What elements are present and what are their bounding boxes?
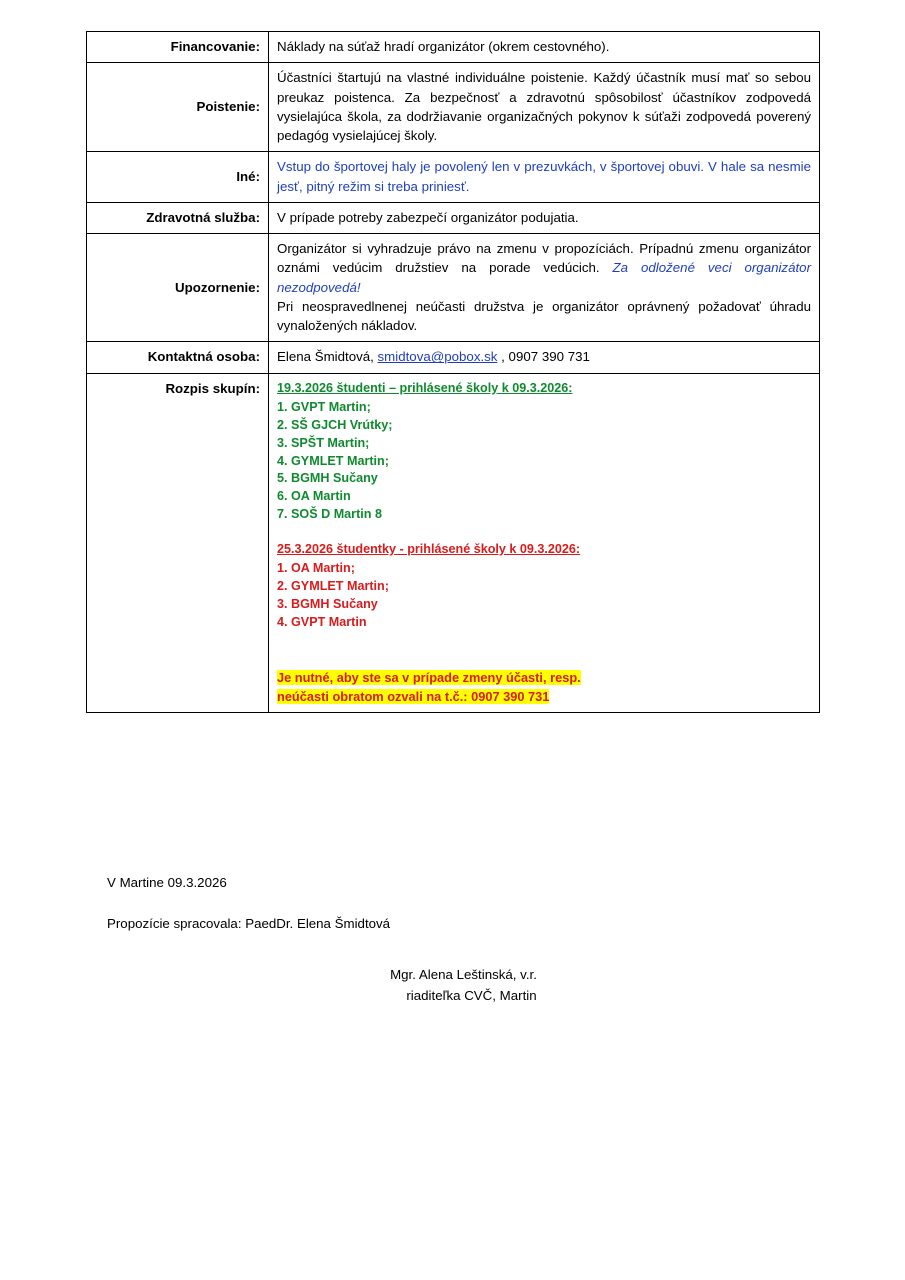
note-spacer bbox=[277, 632, 811, 668]
note-line-1: Je nutné, aby ste sa v prípade zmeny účasti, resp. bbox=[277, 669, 581, 685]
group1-list bbox=[277, 399, 811, 524]
row-value-financovanie: Náklady na súťaž hradí organizátor (okrem cestovného). bbox=[269, 32, 820, 63]
upozornenie-italic: Za odložené veci organizátor nezodpovedá! bbox=[277, 260, 811, 295]
table-row bbox=[87, 152, 820, 203]
table-row bbox=[87, 342, 820, 373]
row-label-zdravotna-sluzba: Zdravotná služba: bbox=[87, 202, 269, 233]
list-item: 5. BGMH Sučany bbox=[277, 471, 378, 486]
ine-text: Vstup do športovej haly je povolený len v prezuvkách, v športovej obuvi. V hale sa nesmie jesť, pitný režim si treba priniesť. bbox=[277, 159, 811, 194]
row-value-ine bbox=[269, 152, 820, 203]
list-item: 1. GVPT Martin; bbox=[277, 399, 371, 414]
upozornenie-part2: Pri neospravedlnenej neúčasti družstva je organizátor oprávnený požadovať úhradu vynaložených nákladov. bbox=[277, 298, 811, 334]
signature-title: riaditeľka CVČ, Martin bbox=[406, 987, 537, 1003]
row-label-rozpis-skupin: Rozpis skupín: bbox=[87, 373, 269, 713]
group1-heading: 19.3.2026 študenti – prihlásené školy k 09.3.2026: bbox=[277, 380, 573, 395]
list-item: 3. SPŠT Martin; bbox=[277, 435, 370, 450]
list-item: 2. GYMLET Martin; bbox=[277, 579, 389, 594]
row-label-kontaktna-osoba: Kontaktná osoba: bbox=[87, 342, 269, 373]
table-row bbox=[87, 234, 820, 342]
list-item: 2. SŠ GJCH Vrútky; bbox=[277, 417, 393, 432]
table-row bbox=[87, 32, 820, 63]
prepared-by: Propozície spracovala: PaedDr. Elena Šmidtová bbox=[107, 916, 391, 931]
list-item: 4. GYMLET Martin; bbox=[277, 453, 389, 468]
group-spacer bbox=[277, 524, 811, 540]
document-footer bbox=[107, 875, 827, 1003]
list-item: 7. SOŠ D Martin 8 bbox=[277, 507, 382, 522]
row-value-upozornenie bbox=[269, 234, 820, 342]
row-label-upozornenie: Upozornenie: bbox=[87, 234, 269, 342]
group2-heading: 25.3.2026 študentky - prihlásené školy k 09.3.2026: bbox=[277, 542, 581, 557]
contact-email-link[interactable]: smidtova@pobox.sk bbox=[377, 349, 498, 365]
row-value-poistenie bbox=[269, 63, 820, 152]
upozornenie-text-1: Organizátor si vyhradzuje právo na zmenu v propozíciách. Prípadnú zmenu organizátor oznámi vedúcim družstiev na porade vedúcich. bbox=[277, 241, 811, 276]
contact-phone: , 0907 390 731 bbox=[497, 349, 590, 365]
row-label-financovanie: Financovanie: bbox=[87, 32, 269, 63]
row-label-poistenie: Poistenie: bbox=[87, 63, 269, 152]
list-item: 1. OA Martin; bbox=[277, 561, 355, 576]
list-item: 4. GVPT Martin bbox=[277, 614, 367, 629]
row-value-zdravotna-sluzba: V prípade potreby zabezpečí organizátor podujatia. bbox=[269, 202, 820, 233]
signature-name: Mgr. Alena Leštinská, v.r. bbox=[390, 967, 537, 982]
signature-block bbox=[107, 965, 820, 1006]
group2-list bbox=[277, 560, 811, 632]
poistenie-text: Účastníci štartujú na vlastné individuálne poistenie. Každý účastník musí mať so sebou preukaz poistenca. Za bezpečnosť a zdravotnú spôsobilosť účastníkov zodpovedá vysielajúca škola, za dodržiavanie organizačných pokynov k súťaži zodpovedá poverený pedagóg vysielajúcej školy. bbox=[277, 70, 811, 144]
note-line-2: neúčasti obratom ozvali na t.č.: 0907 390 731 bbox=[277, 689, 550, 705]
place-date: V Martine 09.3.2026 bbox=[107, 875, 227, 890]
list-item: 6. OA Martin bbox=[277, 489, 351, 504]
table-row bbox=[87, 373, 820, 713]
row-value-rozpis-skupin bbox=[269, 373, 820, 713]
table-row bbox=[87, 202, 820, 233]
contact-name: Elena Šmidtová, bbox=[277, 349, 378, 365]
row-value-kontaktna-osoba bbox=[269, 342, 820, 373]
list-item: 3. BGMH Sučany bbox=[277, 597, 378, 612]
propositions-table bbox=[86, 31, 820, 713]
table-row bbox=[87, 63, 820, 152]
upozornenie-part1 bbox=[277, 239, 811, 297]
important-note bbox=[277, 668, 811, 707]
row-label-ine: Iné: bbox=[87, 152, 269, 203]
